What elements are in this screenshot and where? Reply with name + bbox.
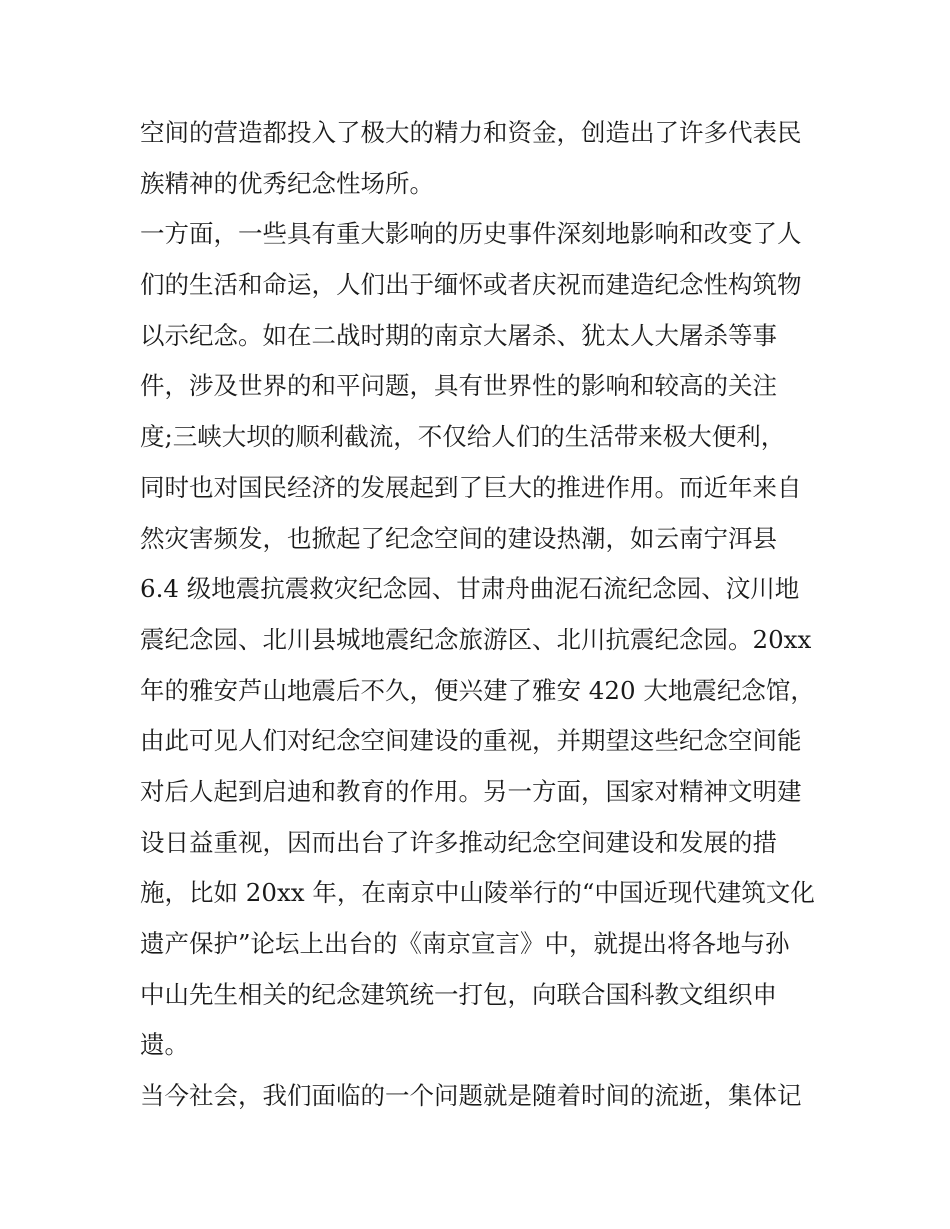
text-line: 年的雅安芦山地震后不久，便兴建了雅安 420 大地震纪念馆，: [140, 675, 815, 705]
text-line: 一方面，一些具有重大影响的历史事件深刻地影响和改变了人: [140, 219, 802, 249]
text-line: 对后人起到启迪和教育的作用。另一方面，国家对精神文明建: [140, 776, 802, 806]
body-text: [140, 108, 820, 1122]
text-line: 中山先生相关的纪念建筑统一打包，向联合国科教文组织申: [140, 979, 777, 1009]
text-line: 族精神的优秀纪念性场所。: [140, 168, 434, 198]
text-line: 以示纪念。如在二战时期的南京大屠杀、犹太人大屠杀等事: [140, 320, 777, 350]
text-line: 空间的营造都投入了极大的精力和资金，创造出了许多代表民: [140, 118, 802, 147]
text-line: 由此可见人们对纪念空间建设的重视，并期望这些纪念空间能: [140, 726, 802, 756]
text-line: 然灾害频发，也掀起了纪念空间的建设热潮，如云南宁洱县: [140, 523, 777, 553]
text-line: 同时也对国民经济的发展起到了巨大的推进作用。而近年来自: [140, 472, 802, 502]
text-line: 们的生活和命运，人们出于缅怀或者庆祝而建造纪念性构筑物: [140, 270, 802, 300]
text-line: 遗产保护”论坛上出台的《南京宣言》中，就提出将各地与孙: [140, 929, 790, 958]
text-line: 设日益重视，因而出台了许多推动纪念空间建设和发展的措: [140, 827, 777, 857]
text-line: 度;三峡大坝的顺利截流，不仅给人们的生活带来极大便利，: [140, 422, 786, 452]
text-line: 施，比如 20xx 年，在南京中山陵举行的“中国近现代建筑文化: [140, 878, 815, 908]
text-line: 件，涉及世界的和平问题，具有世界性的影响和较高的关注: [140, 371, 777, 401]
text-line: 遗。: [140, 1030, 189, 1060]
text-line: 6.4 级地震抗震救灾纪念园、甘肃舟曲泥石流纪念园、汶川地: [140, 574, 800, 604]
text-line: 当今社会，我们面临的一个问题就是随着时间的流逝，集体记: [140, 1081, 802, 1111]
text-line: 震纪念园、北川县城地震纪念旅游区、北川抗震纪念园。20xx: [140, 624, 812, 654]
